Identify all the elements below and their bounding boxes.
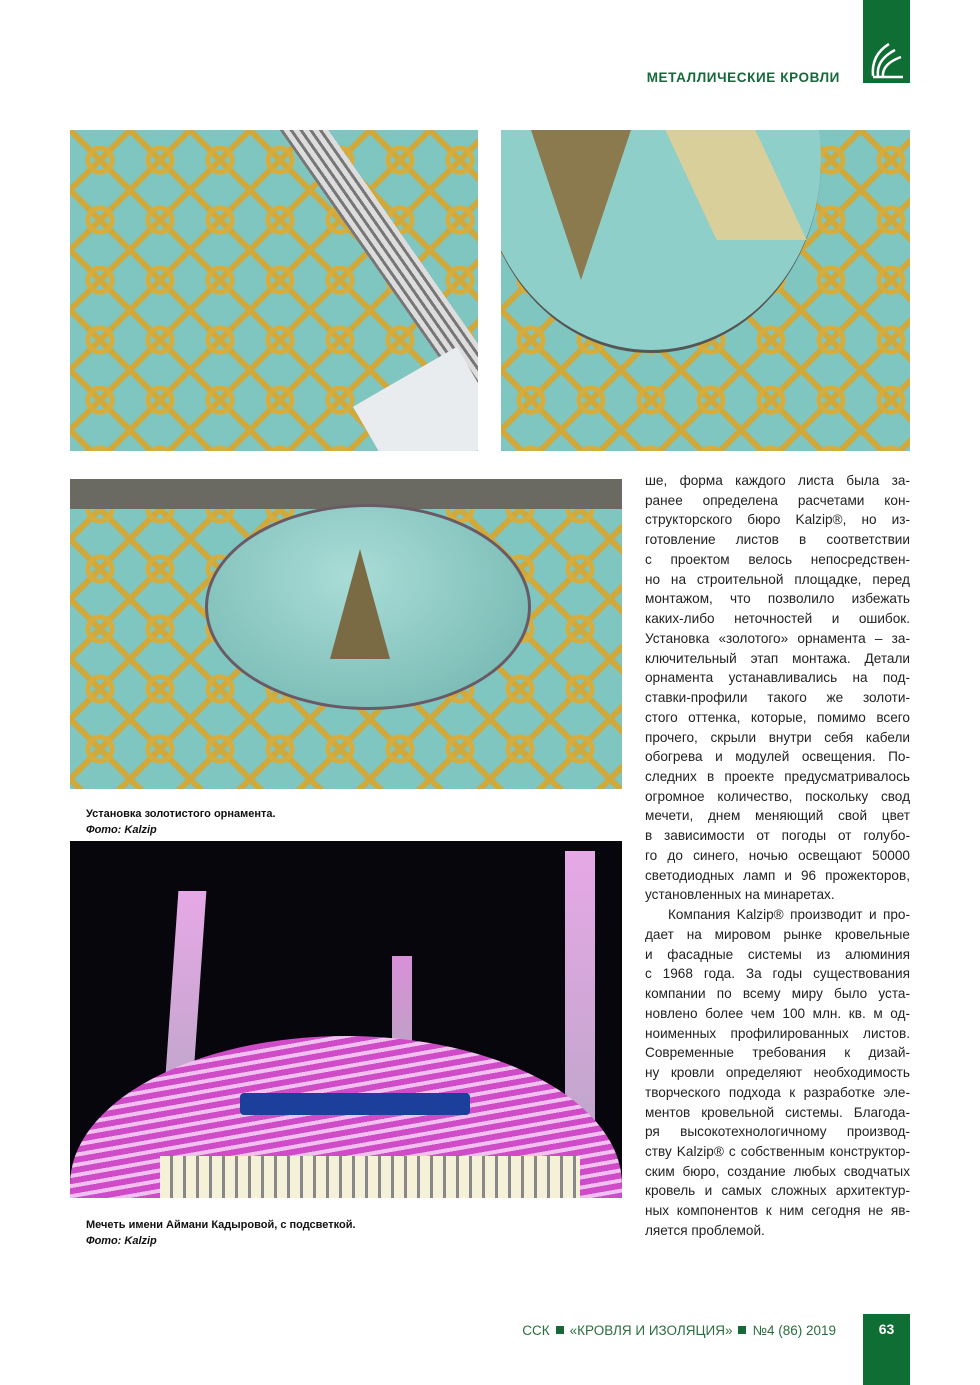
article-line: го до синего, ночью освещают 50000 [645,847,910,863]
article-line: ставки-профили такого же золоти- [645,690,910,706]
article-line: структорского бюро Kalzip®, но из- [645,512,910,528]
caption-2-text: Мечеть имени Аймани Кадыровой, с подсветкой. [86,1219,356,1231]
photo-dome-skylight-workers [501,130,910,451]
article-line: светодиодных ламп и 96 прожекторов, [645,867,910,883]
article-line: ных компонентов к ним сегодня не яв- [645,1203,910,1219]
article-text-column [645,471,910,1241]
article-line: следних в проекте предусматривалось [645,769,910,785]
article-line: ранее определена расчетами кон- [645,492,910,508]
article-line: ноименных профилированных листов. [645,1025,910,1041]
section-title: МЕТАЛЛИЧЕСКИЕ КРОВЛИ [646,70,840,85]
article-line: ментов кровельной системы. Благода- [645,1104,910,1120]
article-line: Современные требования к дизай- [645,1045,910,1061]
article-line: орнамента устанавливались на под- [645,670,910,686]
footer-issue: №4 (86) 2019 [752,1323,836,1338]
caption-1-credit: Фото: Kalzip [86,824,157,836]
article-line: дает на мировом рынке кровельные [645,926,910,942]
photo-dome-aerial [70,479,622,789]
square-bullet-icon [738,1326,746,1334]
article-line: монтажом, что позволило избежать [645,591,910,607]
caption-1 [86,806,276,838]
article-line: в зависимости от погоды от голубо- [645,828,910,844]
header-logo-box [863,0,910,83]
article-line: стого оттенка, которые, помимо всего [645,709,910,725]
article-line: ключительный этап монтажа. Детали [645,650,910,666]
article-line: творческого подхода к разработке эле- [645,1084,910,1100]
footer-publication [480,1323,836,1338]
article-line: огромное количество, поскольку свод [645,788,910,804]
article-line: каких-либо неточностей и ошибок. [645,611,910,627]
square-bullet-icon [556,1326,564,1334]
article-line: ше, форма каждого листа была за- [645,473,910,488]
article-line: готовление листов в соответствии [645,532,910,548]
article-line: прочего, скрыли внутри себя кабели [645,729,910,745]
article-line: установленных на минаретах. [645,887,835,903]
article-line: новлено более чем 100 млн. кв. м од- [645,1005,910,1021]
article-line: и фасадные системы из алюминия [645,946,910,962]
article-line: Установка «золотого» орнамента – за- [645,630,910,646]
magazine-logo-icon [863,0,910,83]
article-line: но на строительной площадке, перед [645,571,910,587]
article-line: с 1968 года. За годы существования [645,966,910,982]
article-line: Компания Kalzip® производит и про- [668,907,910,923]
caption-2 [86,1217,356,1249]
article-line: ству Kalzip® с собственным конструктор- [645,1143,910,1159]
page-number: 63 [878,1321,895,1337]
article-line: обогрева и модулей освещения. По- [645,749,910,765]
article-line: ляется проблемой. [645,1222,765,1238]
article-line: ну кровли определяют необходимость [645,1065,910,1081]
article-line: кровель и самых сложных архитектур- [645,1183,910,1199]
photo-gold-ornament-installation [70,130,478,451]
article-line: компании по всему миру было уста- [645,986,910,1002]
article-line: ским бюро, создание любых сводчатых [645,1163,910,1179]
article-line: с проектом велось непосредствен- [645,551,910,567]
footer-magazine: «КРОВЛЯ И ИЗОЛЯЦИЯ» [569,1323,733,1338]
article-line: ря высокотехнологичному производ- [645,1124,910,1140]
article-line: мечети, днем меняющий свой цвет [645,808,910,824]
caption-2-credit: Фото: Kalzip [86,1235,157,1247]
photo-mosque-night-illuminated [70,841,622,1198]
caption-1-text: Установка золотистого орнамента. [86,808,276,820]
footer-publisher: ССК [522,1323,550,1338]
